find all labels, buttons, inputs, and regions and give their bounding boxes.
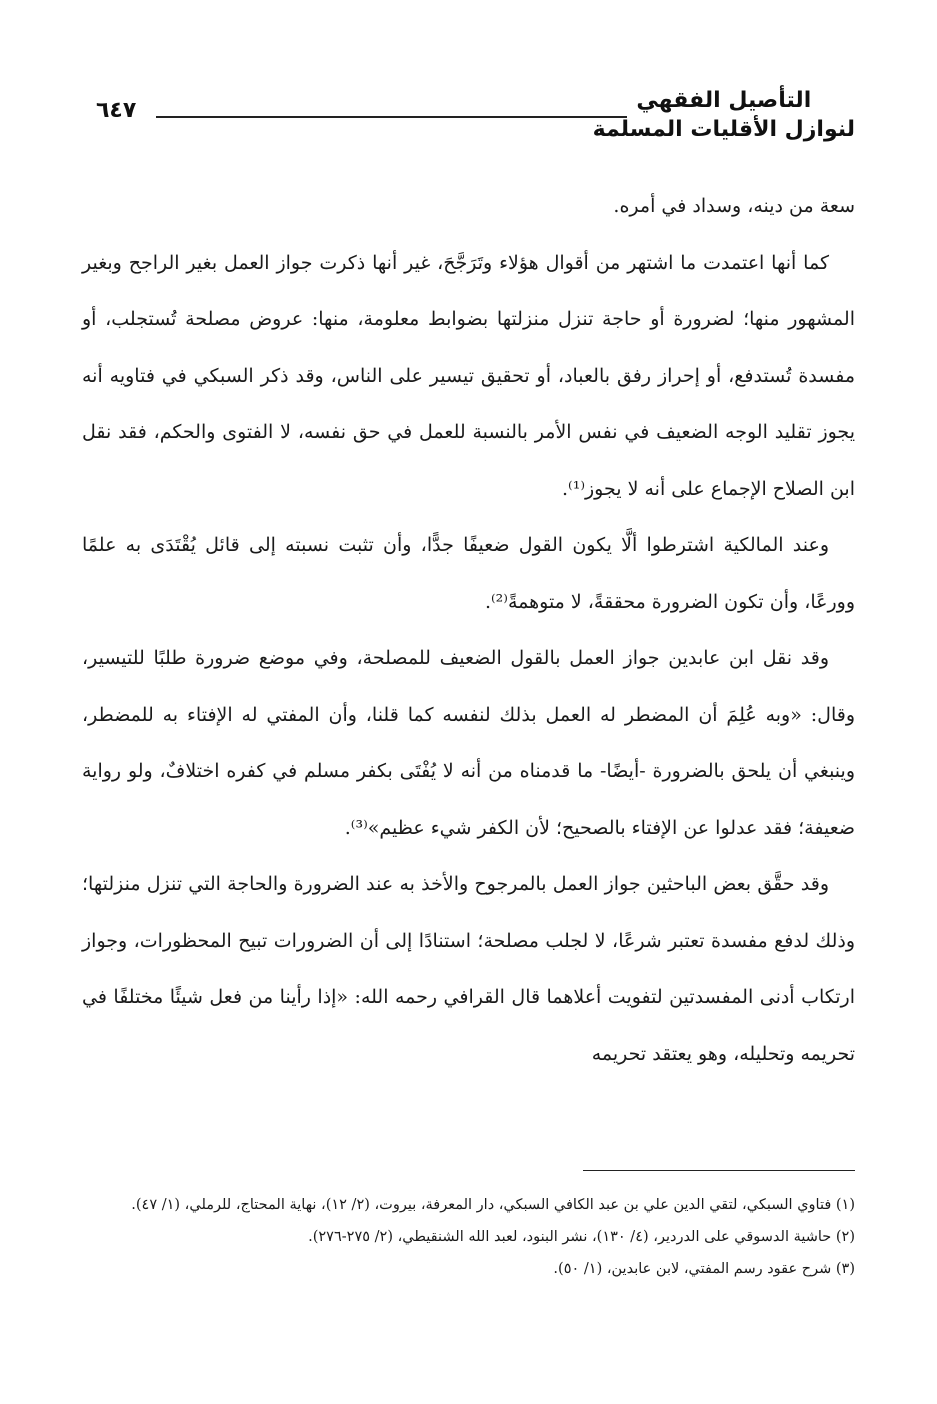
footnote-separator xyxy=(583,1170,855,1171)
book-title xyxy=(593,86,855,144)
page-number: ٦٤٧ xyxy=(96,98,137,123)
book-title-line-2: لنوازل الأقليات المسلمة xyxy=(592,117,855,142)
body-text xyxy=(82,178,855,1082)
book-title-line-1: التأصيل الفقهي xyxy=(636,88,812,113)
running-header xyxy=(96,86,855,146)
footnote-1: (١) فتاوي السبكي، لتقي الدين علي بن عبد الكافي السبكي، دار المعرفة، بيروت، (٢/ ١٢)، نهاية المحتاج، للرملي، (١/ ٤٧). xyxy=(131,1197,855,1213)
footnote-3: (٣) شرح عقود رسم المفتي، لابن عابدين، (١/ ٥٠). xyxy=(553,1261,855,1277)
footnotes xyxy=(82,1190,855,1286)
header-rule xyxy=(156,116,627,118)
paragraph-2: كما أنها اعتمدت ما اشتهر من أقوال هؤلاء وتَرَجَّحَ، غير أنها ذكرت جواز العمل بغير الراجح وبغير المشهور منها؛ لضرورة أو حاجة تنزل منزلتها بضوابط معلومة، منها: عروض مصلحة تُستجلب، أو مفسدة تُستدفع، أو إحراز رفق بالعباد، أو تحقيق تيسير على الناس، وقد ذكر السبكي في فتاويه أنه يجوز تقليد الوجه الضعيف في نفس الأمر بالنسبة للعمل في حق نفسه، لا الفتوى والحكم، فقد نقل ابن الصلاح الإجماع على أنه لا يجوز⁽¹⁾. xyxy=(82,251,855,500)
paragraph-5: وقد حقَّق بعض الباحثين جواز العمل بالمرجوح والأخذ به عند الضرورة والحاجة التي تنزل منزلتها؛ وذلك لدفع مفسدة تعتبر شرعًا، لا لجلب مصلحة؛ استنادًا إلى أن الضرورات تبيح المحظورات، وجواز ارتكاب أدنى المفسدتين لتفويت أعلاهما قال القرافي رحمه الله: «إذا رأينا من فعل شيئًا مختلفًا في تحريمه وتحليله، وهو يعتقد تحريمه xyxy=(82,873,855,1065)
paragraph-1: سعة من دينه، وسداد في أمره. xyxy=(613,195,855,217)
paragraph-4: وقد نقل ابن عابدين جواز العمل بالقول الضعيف للمصلحة، وفي موضع ضرورة طلبًا للتيسير، وقال: «وبه عُلِمَ أن المضطر له العمل بذلك لنفسه كما قلنا، وأن المفتي له الإفتاء به للمضطر، وينبغي أن يلحق بالضرورة -أيضًا- ما قدمناه من أنه لا يُفْتَى بكفر مسلم في كفره اختلافٌ، ولو رواية ضعيفة؛ فقد عدلوا عن الإفتاء بالصحيح؛ لأن الكفر شيء عظيم»⁽³⁾. xyxy=(82,647,855,839)
paragraph-3: وعند المالكية اشترطوا ألَّا يكون القول ضعيفًا جدًّا، وأن تثبت نسبته إلى قائل يُقْتَدَى به علمًا وورعًا، وأن تكون الضرورة محققةً، لا متوهمةً⁽²⁾. xyxy=(82,534,855,613)
footnote-2: (٢) حاشية الدسوقي على الدردير، (٤/ ١٣٠)، نشر البنود، لعبد الله الشنقيطي، (٢/ ٢٧٥-٢٧٦). xyxy=(308,1229,855,1245)
